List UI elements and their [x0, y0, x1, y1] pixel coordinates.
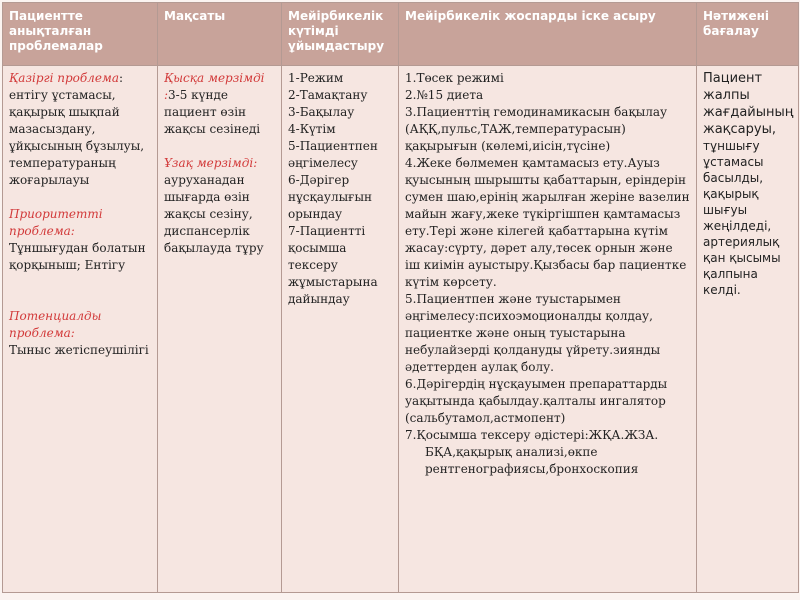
plan-item-continuation: БҚА,қақырық анализі,өкпе рентгенографиясы,бронхоскопия: [425, 445, 639, 476]
evaluation-text: тұншығу ұстамасы басылды, қақырық шығуы жеңілдеді, артериялық қан қысымы қалпына келді.: [703, 139, 781, 297]
plan-item: 5.Пациентпен және туыстарымен әңгімелесу:психоэмоционалды қолдау, пациентке және оның туыстарына небулайзерді қолдануды үйрету.зиянды әдеттерден аулақ болу.: [405, 292, 661, 374]
cell-goals: [158, 66, 282, 593]
cell-evaluation: [697, 66, 799, 593]
priority-problem-label: Приоритетті проблема:: [9, 207, 103, 238]
header-plan-implementation: Мейірбикелік жоспарды іске асыру: [399, 3, 697, 66]
cell-plan-implementation: [399, 66, 697, 593]
short-term-goal-label: Қысқа мерзімді :: [164, 71, 265, 102]
plan-item: 2.№15 диета: [405, 88, 484, 102]
care-item: 4-Күтім: [288, 122, 336, 136]
plan-item: 4.Жеке бөлмемен қамтамасыз ету.Ауыз қуысының шырышты қабаттарын, еріндерін сумен шаю,ерінің жарылған жеріне вазелин майын жағу,жеке түкіргішпен қамтамасыз ету.Тері және кілегей қабаттарына күтім жасау:сүрту, дәрет алу,төсек орнын және іш киімін ауыстыру.Қызбасы бар пациентке күтім көрсету.: [405, 156, 690, 289]
care-item: 1-Режим: [288, 71, 344, 85]
care-item: 7-Пациентті қосымша тексеру жұмыстарына дайындау: [288, 224, 378, 306]
cell-problems: Қазіргі проблема: ентігу ұстамасы, қақырық шықпай мазасыздану, ұйқысының бұзылуы, температураның жоғарылауы Приоритетті проблема: Тұншығудан болатын қорқыныш; Ентігу Потенциалды проблема: Тыныс жетіспеушілігі: [3, 66, 158, 593]
priority-problem-text: Тұншығудан болатын қорқыныш; Ентігу: [9, 241, 146, 272]
cell-care-organization: [282, 66, 399, 593]
nursing-care-table: [2, 2, 799, 593]
header-care-organization: Мейірбикелік күтімді ұйымдастыру: [282, 3, 399, 66]
care-item: 6-Дәрігер нұсқаулығын орындау: [288, 173, 372, 221]
plan-item: 3.Пациенттің гемодинамикасын бақылау (АҚҚ,пульс,ТАЖ,температурасын) қақырығын (көлемі,иісін,түсіне): [405, 105, 668, 153]
current-problem-label: Қазіргі проблема: [9, 71, 120, 85]
current-problem-text: ентігу ұстамасы, қақырық шықпай мазасыздану, ұйқысының бұзылуы, температураның жоғарылауы: [9, 88, 145, 187]
table-row: [3, 66, 799, 593]
potential-problem-text: Тыныс жетіспеушілігі: [9, 343, 149, 357]
plan-item: 7.Қосымша тексеру әдістері:ЖҚА.ЖЗА.: [405, 428, 659, 442]
short-term-goal-text: 3-5 күнде пациент өзін жақсы сезінеді: [164, 88, 261, 136]
plan-item: 1.Төсек режимі: [405, 71, 504, 85]
plan-item: 6.Дәрігердің нұсқауымен препараттарды уақытында қабылдау.қалталы ингалятор (сальбутамол,астмопент): [405, 377, 668, 425]
header-problems: Пациентте анықталған проблемалар: [3, 3, 158, 66]
long-term-goal-text: ауруханадан шығарда өзін жақсы сезіну, диспансерлік бақылауда тұру: [164, 173, 264, 255]
header-evaluation: Нәтижені бағалау: [697, 3, 799, 66]
long-term-goal-label: Ұзақ мерзімді:: [164, 156, 258, 170]
potential-problem-label: Потенциалды проблема:: [9, 309, 102, 340]
care-item: 2-Тамақтану: [288, 88, 368, 102]
table-header-row: [3, 3, 799, 66]
evaluation-lead: Пациент жалпы жағдайының жақсаруы,: [703, 71, 794, 137]
care-item: 3-Бақылау: [288, 105, 355, 119]
header-goal: Мақсаты: [158, 3, 282, 66]
care-item: 5-Пациентпен әңгімелесу: [288, 139, 378, 170]
